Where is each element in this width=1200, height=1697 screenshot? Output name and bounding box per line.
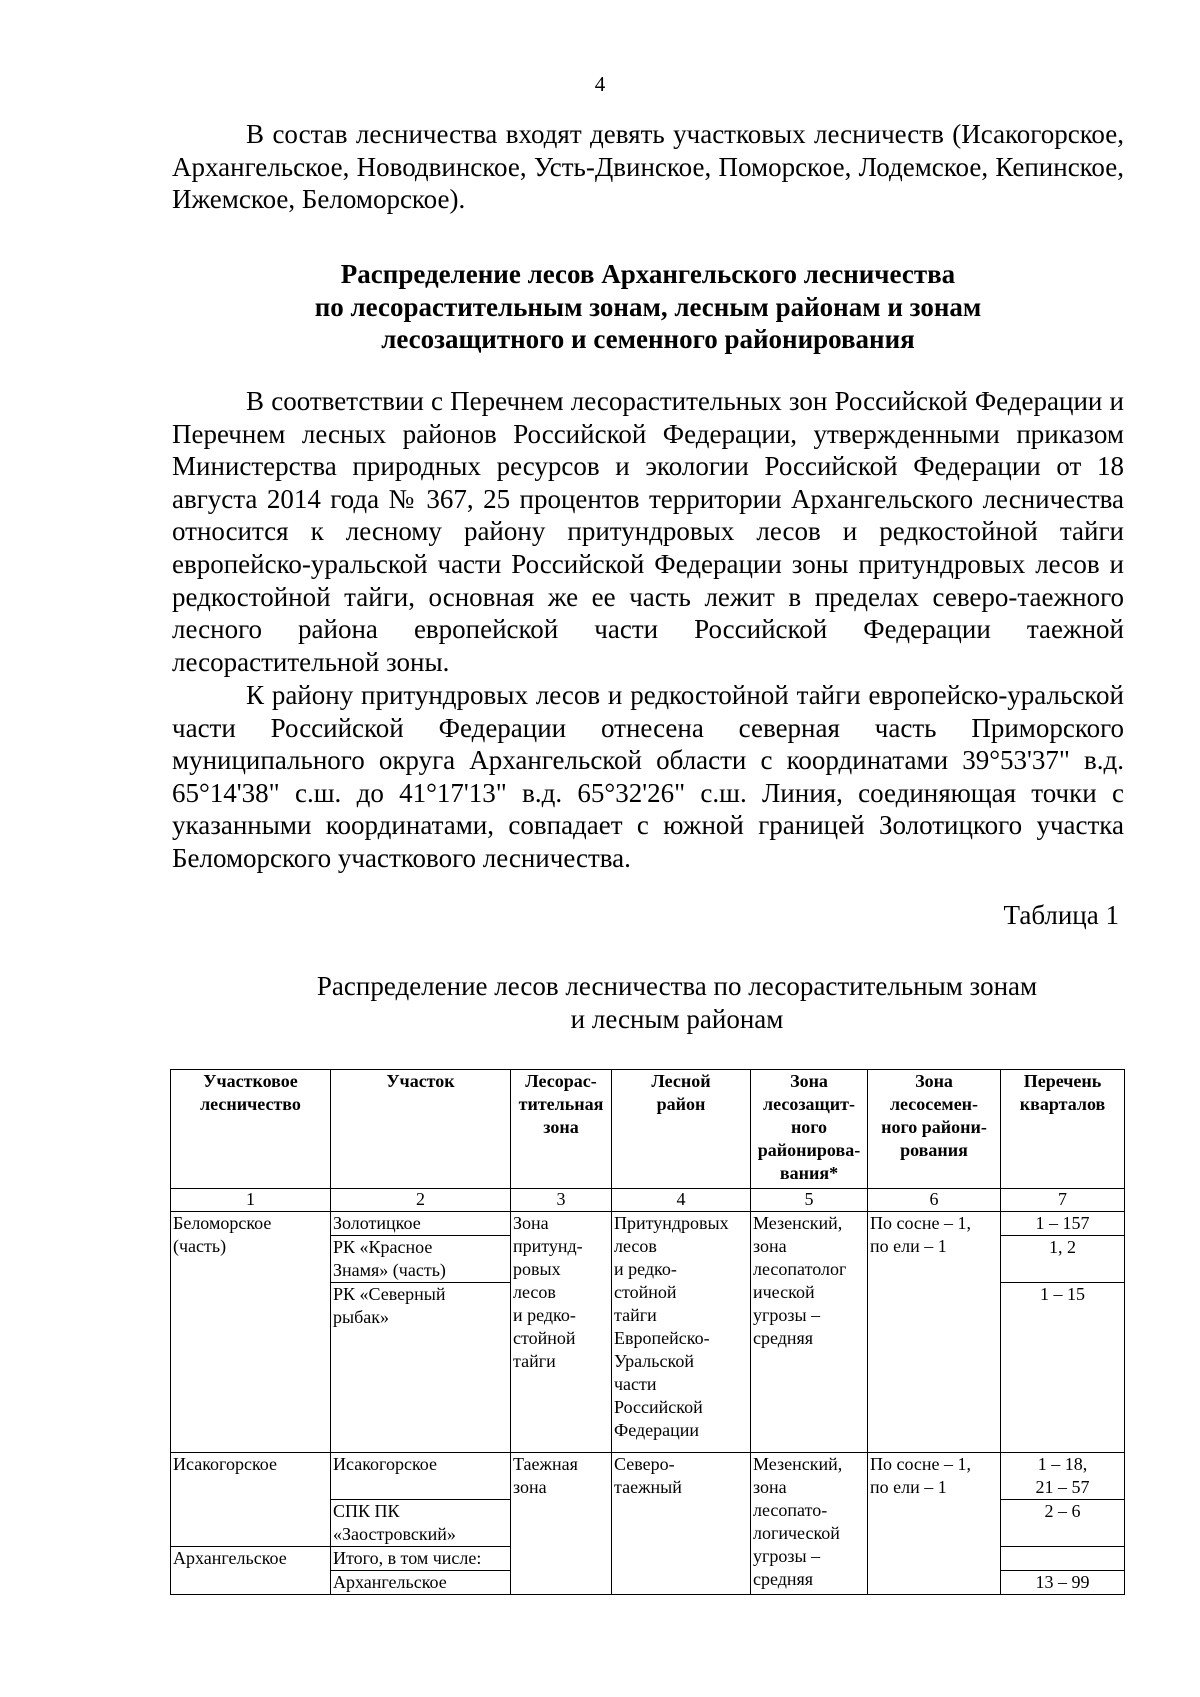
cell-line: лесов — [513, 1282, 556, 1302]
cell-line: Исакогорское — [173, 1454, 277, 1474]
cell-line: (часть) — [173, 1236, 227, 1256]
site-cell — [331, 1453, 511, 1500]
cell-line: Исакогорское — [333, 1454, 437, 1474]
cell-line: ного райони- — [881, 1117, 987, 1137]
cell-line: тайги — [513, 1351, 556, 1371]
cell-line: Мезенский, — [753, 1454, 843, 1474]
quarters-cell — [1001, 1453, 1125, 1500]
forestry-cell — [171, 1212, 331, 1453]
cell-line: По сосне – 1, — [870, 1213, 972, 1233]
quarters-cell — [1001, 1547, 1125, 1571]
cell-line: Лесной — [651, 1071, 711, 1091]
cell-line: зона — [513, 1477, 547, 1497]
protection-zone-cell — [751, 1453, 868, 1595]
cell-line: Беломорское — [173, 1213, 272, 1233]
paragraph-coordinates: К району притундровых лесов и редкостойной тайги европейско-уральской части Российской Федерации отнесена северная часть Приморского муниципального округа Архангельской области с координатами 39°53'37" в.д. 65°14'38" с.ш. до 41°17'13" в.д. 65°32'26" с.ш. Линия, соединяющая точки с указанными координатами, совпадает с южной границей Золотицкого участка Беломорского участкового лесничества. — [172, 680, 1124, 873]
cell-line: рования — [900, 1140, 968, 1160]
section-heading-line: Распределение лесов Архангельского лесничества — [340, 259, 956, 289]
cell-line: Лесорас- — [525, 1071, 597, 1091]
forest-district-cell — [612, 1453, 751, 1595]
column-number: 1 — [171, 1189, 331, 1212]
cell-line: средняя — [753, 1569, 814, 1589]
seed-zone-cell — [868, 1453, 1001, 1595]
cell-line: ного — [790, 1117, 828, 1137]
header-site — [331, 1070, 511, 1189]
cell-line: рыбак» — [333, 1307, 389, 1327]
forestry-cell — [171, 1453, 331, 1547]
quarters-cell — [1001, 1236, 1125, 1283]
cell-line: стойной — [513, 1328, 576, 1348]
cell-line: 1 – 18, — [1037, 1454, 1088, 1474]
cell-line: ической — [753, 1282, 815, 1302]
cell-line: районирова- — [757, 1140, 861, 1160]
cell-line: угрозы – — [753, 1305, 821, 1325]
cell-line: Зона — [513, 1213, 549, 1233]
column-number: 2 — [331, 1189, 511, 1212]
intro-paragraph: В состав лесничества входят девять участковых лесничеств (Исакогорское, Архангельское, Новодвинское, Усть-Двинское, Поморское, Лодемское, Кепинское, Ижемское, Беломорское). — [172, 119, 1124, 215]
cell-line: Итого, в том числе: — [333, 1548, 482, 1568]
cell-line: СПК ПК — [333, 1501, 400, 1521]
cell-line: логической — [753, 1523, 840, 1543]
header-forestry — [171, 1070, 331, 1189]
cell-line: 2 – 6 — [1044, 1501, 1081, 1521]
cell-line: зона — [753, 1236, 787, 1256]
cell-line: Участок — [386, 1071, 455, 1091]
cell-line: Мезенский, — [753, 1213, 843, 1233]
section-heading-line: по лесорастительным зонам, лесным районам и зонам — [314, 291, 982, 322]
cell-line: и редко- — [614, 1259, 677, 1279]
cell-line: 1, 2 — [1049, 1237, 1076, 1257]
cell-line: и редко- — [513, 1305, 576, 1325]
cell-line: 13 – 99 — [1035, 1572, 1090, 1592]
quarters-cell — [1001, 1212, 1125, 1236]
column-number: 3 — [511, 1189, 612, 1212]
cell-line: притунд- — [513, 1236, 583, 1256]
cell-line: Уральской — [614, 1351, 694, 1371]
cell-line: по ели – 1 — [870, 1477, 947, 1497]
forest-distribution-table — [170, 1069, 1125, 1595]
site-cell — [331, 1571, 511, 1595]
section-heading-line: лесозащитного и семенного районирования — [381, 324, 915, 354]
column-number: 7 — [1001, 1189, 1125, 1212]
cell-line: Зона — [790, 1071, 828, 1091]
cell-line: лесопатолог — [753, 1259, 847, 1279]
cell-line: Знамя» (часть) — [333, 1260, 446, 1280]
cell-line: Архангельское — [173, 1548, 287, 1568]
cell-line: РК «Красное — [333, 1237, 433, 1257]
quarters-cell — [1001, 1283, 1125, 1453]
cell-line: Северо- — [614, 1454, 675, 1474]
cell-line: лесопато- — [753, 1500, 828, 1520]
forest-district-cell — [612, 1212, 751, 1453]
cell-line: лесосемен- — [889, 1094, 979, 1114]
site-cell — [331, 1283, 511, 1453]
cell-line: РК «Северный — [333, 1284, 446, 1304]
cell-line: ровых — [513, 1259, 561, 1279]
table-row — [171, 1453, 1125, 1500]
cell-line: кварталов — [1019, 1094, 1106, 1114]
paragraph-zones: В соответствии с Перечнем лесорастительных зон Российской Федерации и Перечнем лесных районов Российской Федерации, утвержденными приказом Министерства природных ресурсов и экологии Российской Федерации от 18 августа 2014 года № 367, 25 процентов территории Архангельского лесничества относится к лесному району притундровых лесов и редкостойной тайги европейско-уральской части Российской Федерации зоны притундровых лесов и редкостойной тайги, основная же ее часть лежит в пределах северо-таежного лесного района европейской части Российской Федерации таежной лесорастительной зоны. — [172, 386, 1124, 677]
cell-line: 1 – 15 — [1040, 1284, 1085, 1304]
cell-line: 21 – 57 — [1035, 1477, 1090, 1497]
cell-line — [1003, 1547, 1122, 1570]
column-number: 4 — [612, 1189, 751, 1212]
section-heading — [172, 258, 1124, 356]
cell-line: зона — [543, 1117, 579, 1137]
cell-line: части — [614, 1374, 657, 1394]
cell-line: вания* — [779, 1163, 839, 1183]
header-seed-zone — [868, 1070, 1001, 1189]
header-protection-zone — [751, 1070, 868, 1189]
cell-line: зона — [753, 1477, 787, 1497]
site-cell — [331, 1236, 511, 1283]
cell-line: район — [656, 1094, 706, 1114]
cell-line: средняя — [753, 1328, 814, 1348]
cell-line: лесозащит- — [763, 1094, 855, 1114]
header-forest-district — [612, 1070, 751, 1189]
cell-line: Европейско- — [614, 1328, 710, 1348]
table-caption-line: Распределение лесов лесничества по лесорастительным зонам — [316, 971, 1038, 1001]
cell-line: стойной — [614, 1282, 677, 1302]
cell-line: лесничество — [200, 1094, 301, 1114]
cell-line: Участковое — [203, 1071, 298, 1091]
table-header-row — [171, 1070, 1125, 1189]
cell-line: угрозы – — [753, 1546, 821, 1566]
table-caption-line: и лесным районам — [570, 1004, 784, 1034]
cell-line: таежный — [614, 1477, 682, 1497]
quarters-cell — [1001, 1500, 1125, 1547]
table-caption — [172, 970, 1124, 1036]
cell-line: лесов — [614, 1236, 657, 1256]
cell-line: По сосне – 1, — [870, 1454, 972, 1474]
site-cell — [331, 1500, 511, 1547]
cell-line: Золотицкое — [333, 1213, 421, 1233]
page-number: 4 — [594, 72, 606, 96]
quarters-cell — [1001, 1571, 1125, 1595]
site-cell — [331, 1212, 511, 1236]
seed-zone-cell — [868, 1212, 1001, 1453]
header-vegetation-zone — [511, 1070, 612, 1189]
column-number-row — [171, 1189, 1125, 1212]
table-row — [171, 1212, 1125, 1236]
protection-zone-cell — [751, 1212, 868, 1453]
table-label: Таблица 1 — [1003, 900, 1119, 930]
cell-line: Российской — [614, 1397, 703, 1417]
site-cell — [331, 1547, 511, 1571]
column-number: 6 — [868, 1189, 1001, 1212]
header-quarters — [1001, 1070, 1125, 1189]
cell-line: Притундровых — [614, 1213, 729, 1233]
cell-line: Перечень — [1023, 1071, 1102, 1091]
column-number: 5 — [751, 1189, 868, 1212]
cell-line: 1 – 157 — [1035, 1213, 1090, 1233]
cell-line: по ели – 1 — [870, 1236, 947, 1256]
cell-line: тайги — [614, 1305, 657, 1325]
cell-line: Архангельское — [333, 1572, 447, 1592]
cell-line: Таежная — [513, 1454, 578, 1474]
vegetation-zone-cell — [511, 1453, 612, 1595]
vegetation-zone-cell — [511, 1212, 612, 1453]
cell-line: Зона — [915, 1071, 953, 1091]
cell-line: «Заостровский» — [333, 1524, 456, 1544]
forestry-cell — [171, 1547, 331, 1595]
cell-line: Федерации — [614, 1420, 700, 1440]
cell-line: тительная — [518, 1094, 604, 1114]
